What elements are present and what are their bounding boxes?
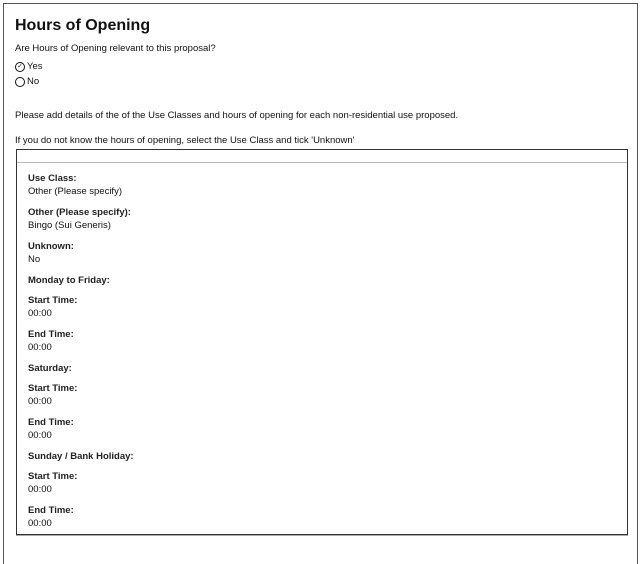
weekday-start-field — [28, 294, 627, 320]
saturday-end-field — [28, 416, 627, 442]
field-label: Other (Please specify): — [28, 207, 131, 218]
unknown-instruction-text: If you do not know the hours of opening, select the Use Class and tick 'Unknown' — [15, 135, 355, 146]
weekday-end-field — [28, 328, 627, 354]
sunday-heading: Sunday / Bank Holiday: — [28, 451, 134, 462]
field-value: 00:00 — [28, 430, 52, 441]
field-value: 00:00 — [28, 484, 52, 495]
field-label: Start Time: — [28, 295, 78, 306]
unknown-field — [28, 240, 627, 266]
panel-header — [17, 150, 627, 163]
field-value: 00:00 — [28, 342, 52, 353]
field-label: End Time: — [28, 505, 74, 516]
relevance-question: Are Hours of Opening relevant to this proposal? — [15, 43, 216, 54]
field-label: Use Class: — [28, 173, 77, 184]
radio-no-label: No — [27, 76, 40, 87]
other-field — [28, 206, 627, 232]
sunday-start-field — [28, 470, 627, 496]
saturday-heading: Saturday: — [28, 363, 72, 374]
page-title: Hours of Opening — [15, 17, 151, 34]
weekday-heading: Monday to Friday: — [28, 275, 110, 286]
use-class-field — [28, 172, 627, 198]
field-value: 00:00 — [28, 396, 52, 407]
field-label: End Time: — [28, 329, 74, 340]
field-value: Other (Please specify) — [28, 186, 122, 197]
field-value: 00:00 — [28, 308, 52, 319]
field-label: End Time: — [28, 417, 74, 428]
unchecked-radio-icon — [15, 77, 25, 87]
saturday-start-field — [28, 382, 627, 408]
radio-yes[interactable] — [15, 61, 43, 72]
field-label: Unknown: — [28, 241, 74, 252]
instruction-text: Please add details of the of the Use Classes and hours of opening for each non-residential use proposed. — [15, 110, 459, 121]
field-label: Start Time: — [28, 383, 78, 394]
hours-record-panel — [16, 149, 628, 535]
radio-no[interactable] — [15, 76, 39, 87]
radio-yes-label: Yes — [27, 61, 43, 72]
field-value: 00:00 — [28, 518, 52, 529]
field-label: Start Time: — [28, 471, 78, 482]
field-value: No — [28, 254, 41, 265]
field-value: Bingo (Sui Generis) — [28, 220, 111, 231]
checked-radio-icon: ✓ — [15, 62, 25, 72]
sunday-end-field — [28, 504, 627, 530]
